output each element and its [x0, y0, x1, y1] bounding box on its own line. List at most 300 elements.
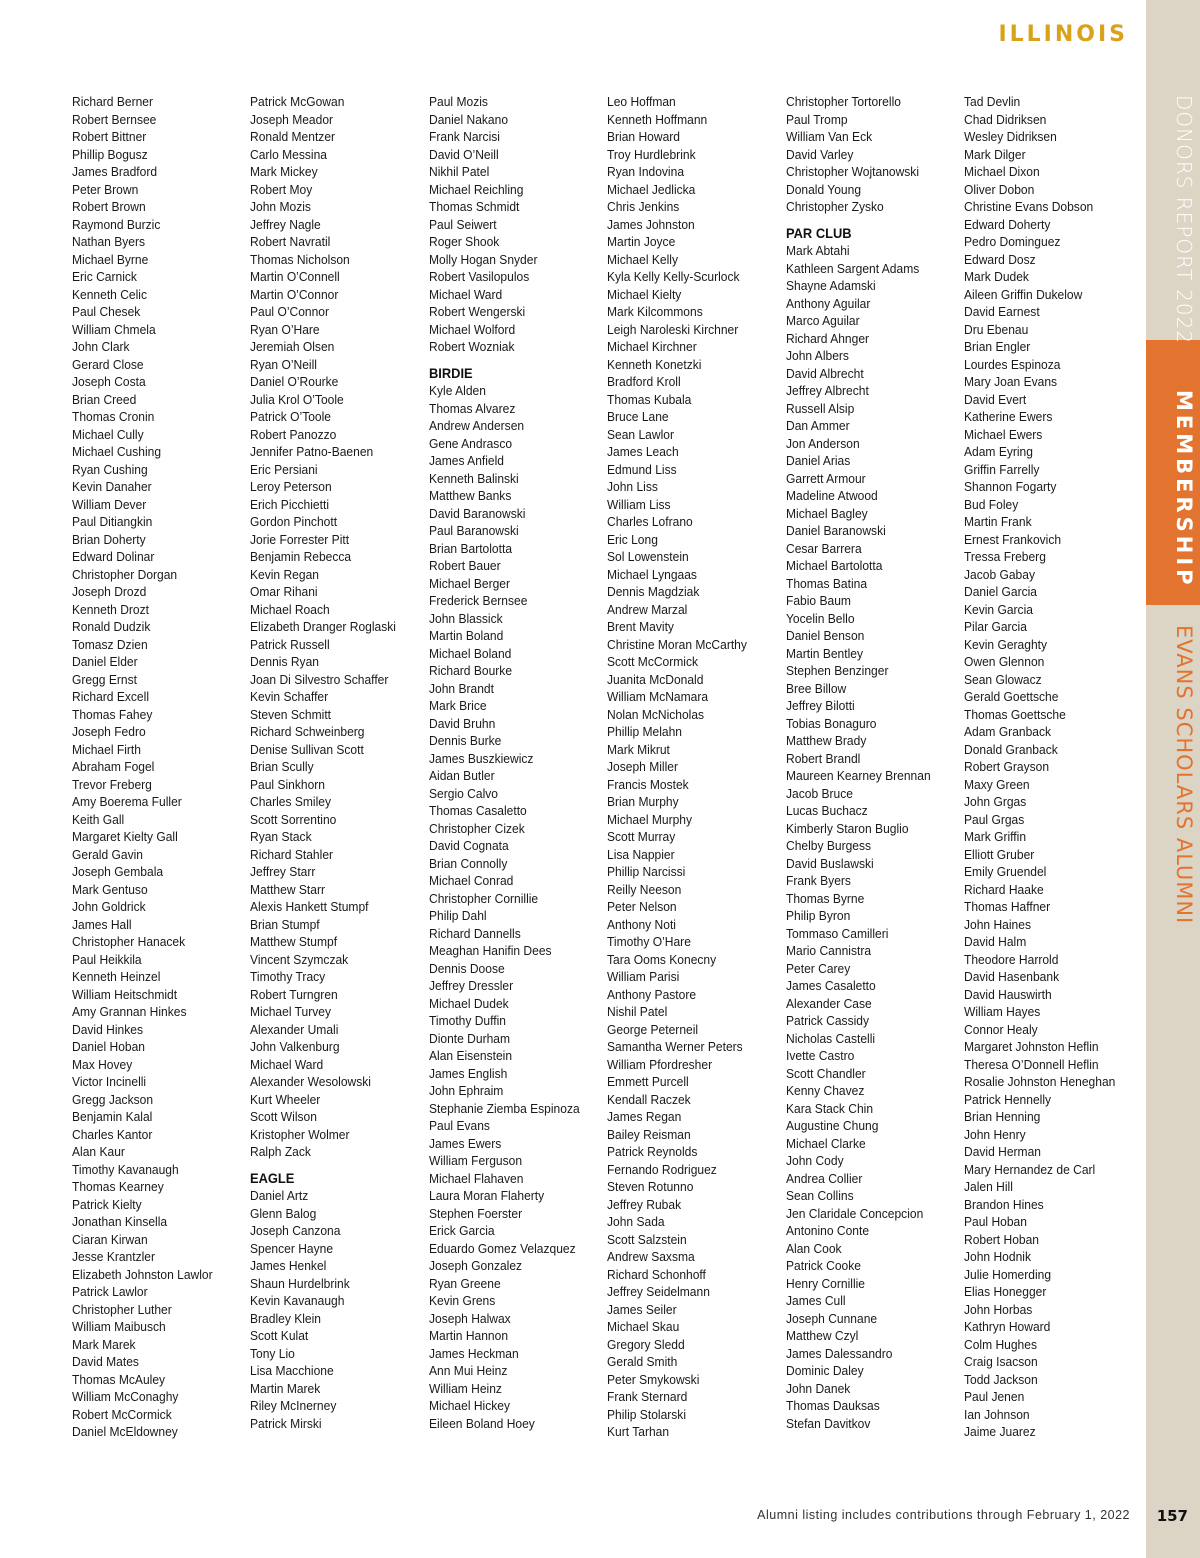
donor-name: Lucas Buchacz	[786, 803, 868, 818]
donor-name: Lisa Macchione	[250, 1363, 334, 1378]
donor-name: Shaun Hurdelbrink	[250, 1275, 350, 1291]
donor-name: Tara Ooms Konecny	[607, 951, 717, 967]
donor-name: William Hayes	[964, 1004, 1041, 1019]
donor-name: John Sada	[607, 1214, 665, 1229]
donor-name: Daniel Garcia	[964, 584, 1037, 599]
donor-name: Michael Reichling	[429, 181, 524, 197]
donor-name: Gregg Jackson	[72, 1091, 154, 1107]
donor-name: Scott Kulat	[250, 1328, 309, 1343]
donor-name: Andrew Saxsma	[607, 1249, 695, 1264]
donor-name: Michael Bartolotta	[786, 558, 883, 573]
donor-name: Mark Marek	[72, 1336, 136, 1352]
donor-name: Richard Stahler	[250, 846, 334, 862]
donor-name: Gerald Gavin	[72, 846, 143, 862]
donor-name: David Herman	[964, 1144, 1041, 1159]
donor-name: Steven Schmitt	[250, 706, 332, 722]
donor-name: Paul Jenen	[964, 1389, 1025, 1404]
donor-name: John Mozis	[250, 199, 311, 214]
donor-name: Sol Lowenstein	[607, 549, 689, 564]
donor-name: Julie Homerding	[964, 1266, 1052, 1282]
donor-name: Augustine Chung	[786, 1118, 879, 1133]
donor-name: Tomasz Dzien	[72, 636, 148, 652]
donor-name: Christopher Luther	[72, 1301, 172, 1317]
donor-name: Alexander Case	[786, 995, 872, 1011]
donor-name: Richard Schweinberg	[250, 724, 365, 739]
donor-name: Gene Andrasco	[429, 435, 513, 451]
donor-name: Maxy Green	[964, 776, 1030, 792]
donor-name: Thomas Casaletto	[429, 803, 527, 818]
donor-name: Timothy Tracy	[250, 969, 326, 984]
donor-name: Dennis Doose	[429, 960, 505, 976]
donor-name: Jalen Hill	[964, 1179, 1013, 1194]
donor-name: Philip Dahl	[429, 908, 487, 923]
donor-name: Mark Brice	[429, 698, 487, 713]
sidebar-membership: MEMBERSHIP	[1172, 390, 1196, 589]
donor-name: David Baranowski	[429, 505, 526, 521]
donor-name: James Hall	[72, 916, 132, 932]
donor-name: Dru Ebenau	[964, 321, 1029, 337]
donor-name: Kenneth Balinski	[429, 470, 519, 486]
donor-name: Pilar Garcia	[964, 619, 1027, 634]
donor-name: William Dever	[72, 496, 147, 512]
donor-name: Jesse Krantzler	[72, 1249, 156, 1264]
footer-note: Alumni listing includes contributions through February 1, 2022	[757, 1508, 1130, 1522]
donor-name: Elias Honegger	[964, 1284, 1047, 1299]
donor-name: Paul Seiwert	[429, 216, 497, 232]
donor-name: Paul Evans	[429, 1118, 490, 1133]
donor-name: Erich Picchietti	[250, 496, 330, 512]
donor-name: Patrick Mirski	[250, 1415, 322, 1431]
donor-name: Anthony Pastore	[607, 986, 697, 1002]
donor-name: Brian Scully	[250, 759, 314, 774]
donor-name: Mary Joan Evans	[964, 374, 1058, 389]
donor-name: Denise Sullivan Scott	[250, 741, 364, 757]
donor-name: Max Hovey	[72, 1056, 133, 1072]
donor-name: Edward Dolinar	[72, 549, 155, 564]
donor-name: Victor Incinelli	[72, 1074, 147, 1089]
donor-name: Theresa O’Donnell Heflin	[964, 1056, 1099, 1072]
donor-name: Brandon Hines	[964, 1196, 1044, 1212]
donor-name: Bailey Reisman	[607, 1126, 691, 1142]
donor-name: Jonathan Kinsella	[72, 1214, 168, 1229]
donor-name: John Hodnik	[964, 1249, 1031, 1264]
donor-name: Paul O’Connor	[250, 304, 330, 319]
donor-name: Jeffrey Seidelmann	[607, 1284, 710, 1299]
donor-name: Brian Murphy	[607, 794, 679, 809]
donor-name: Robert McCormick	[72, 1406, 172, 1422]
donor-name: Robert Bernsee	[72, 111, 157, 127]
donor-name: Chad Didriksen	[964, 111, 1047, 127]
donor-name: Joseph Cunnane	[786, 1310, 878, 1326]
donor-name: Stephanie Ziemba Espinoza	[429, 1100, 580, 1116]
donor-name: Dominic Daley	[786, 1363, 864, 1378]
donor-name: Nolan McNicholas	[607, 706, 705, 722]
donor-name: Brent Mavity	[607, 619, 674, 634]
donor-name: Riley McInerney	[250, 1398, 337, 1413]
donor-name: Reilly Neeson	[607, 881, 682, 897]
donor-name: Thomas Nicholson	[250, 251, 350, 267]
donor-name: Thomas McAuley	[72, 1371, 166, 1387]
donor-name: Yocelin Bello	[786, 610, 855, 626]
donor-name: John Liss	[607, 479, 658, 494]
donor-name: Philip Byron	[786, 908, 851, 923]
donor-name: James Johnston	[607, 216, 695, 232]
donor-name: John Valkenburg	[250, 1039, 340, 1054]
donor-name: Frederick Bernsee	[429, 593, 528, 608]
donor-name: Gregory Sledd	[607, 1336, 685, 1352]
donor-name: John Horbas	[964, 1301, 1033, 1317]
donor-name: Dennis Burke	[429, 733, 502, 748]
donor-name: Ryan O’Neill	[250, 356, 317, 372]
donor-name: Mark Griffin	[964, 829, 1027, 844]
donor-name: Molly Hogan Snyder	[429, 251, 538, 267]
donor-name: Anthony Noti	[607, 916, 676, 932]
donor-name: Troy Hurdlebrink	[607, 146, 696, 162]
donor-name: Alexander Wesolowski	[250, 1074, 371, 1089]
donor-name: James Ewers	[429, 1135, 502, 1151]
donor-name: Robert Wengerski	[429, 304, 526, 319]
donor-name: James Cull	[786, 1293, 846, 1308]
donor-name: Ian Johnson	[964, 1406, 1030, 1422]
donor-name: Patrick Russell	[250, 636, 330, 652]
donor-name: Connor Healy	[964, 1021, 1038, 1037]
donor-name: Lisa Nappier	[607, 846, 675, 862]
donor-name: Michael Byrne	[72, 251, 149, 267]
donor-name: Andrew Andersen	[429, 418, 525, 433]
donor-name: David Varley	[786, 146, 854, 162]
donor-name: Peter Nelson	[607, 899, 677, 914]
donor-name: David Hauswirth	[964, 986, 1052, 1002]
donor-name: Philip Stolarski	[607, 1406, 687, 1422]
donor-name: William Heitschmidt	[72, 986, 178, 1002]
donor-name: Raymond Burzic	[72, 216, 161, 232]
donor-name: Eduardo Gomez Velazquez	[429, 1240, 576, 1256]
donor-name: Scott Wilson	[250, 1109, 317, 1124]
donor-name: Michael Lyngaas	[607, 566, 697, 582]
donor-name: Kyla Kelly Kelly-Scurlock	[607, 269, 740, 284]
donor-name: Glenn Balog	[250, 1205, 317, 1221]
donor-name: Matthew Czyl	[786, 1328, 859, 1343]
donor-name: Tony Lio	[250, 1345, 295, 1361]
donor-name: Samantha Werner Peters	[607, 1039, 743, 1054]
donor-name: Michael Wolford	[429, 321, 516, 337]
donor-name: Paul Hoban	[964, 1214, 1027, 1229]
donor-name: Joan Di Silvestro Schaffer	[250, 671, 389, 687]
donor-name: Eric Carnick	[72, 269, 137, 284]
donor-name: Joseph Costa	[72, 374, 146, 389]
donor-name: Ryan Cushing	[72, 461, 148, 477]
donor-name: Donald Young	[786, 181, 862, 197]
donor-name: Ann Mui Heinz	[429, 1363, 508, 1378]
donor-name: Elizabeth Dranger Roglaski	[250, 619, 396, 634]
donor-name: Robert Navratil	[250, 234, 331, 249]
donor-name: Rosalie Johnston Heneghan	[964, 1074, 1116, 1089]
donor-name: Margaret Johnston Heflin	[964, 1039, 1099, 1054]
donor-name: David Halm	[964, 934, 1027, 949]
donor-name: Craig Isacson	[964, 1354, 1038, 1369]
donor-name: James Leach	[607, 444, 679, 459]
donor-name: Donald Granback	[964, 741, 1058, 757]
donor-name: Lourdes Espinoza	[964, 356, 1061, 372]
donor-name: Michael Conrad	[429, 873, 514, 888]
donor-name: Christopher Cizek	[429, 820, 525, 836]
donor-name: Ciaran Kirwan	[72, 1231, 148, 1247]
donor-name: Kara Stack Chin	[786, 1100, 874, 1116]
donor-name: Kenneth Drozt	[72, 601, 150, 617]
donor-name: Robert Turngren	[250, 986, 338, 1002]
donor-name: Sergio Calvo	[429, 785, 498, 801]
page-number: 157	[1156, 1507, 1188, 1525]
donor-name: James Heckman	[429, 1345, 519, 1361]
donor-name: Dan Ammer	[786, 418, 850, 433]
donor-name: Patrick Cooke	[786, 1258, 861, 1273]
donor-name: Joseph Canzona	[250, 1223, 341, 1238]
donor-name: Paul Chesek	[72, 304, 141, 319]
donor-name: Chelby Burgess	[786, 838, 872, 853]
donor-name: Brian Doherty	[72, 531, 146, 547]
donor-name: Jorie Forrester Pitt	[250, 531, 350, 547]
donor-name: Timothy Kavanaugh	[72, 1161, 179, 1177]
donor-name: Peter Carey	[786, 960, 851, 976]
donor-name: Aidan Butler	[429, 768, 495, 783]
donor-name: Michael Hickey	[429, 1398, 511, 1413]
donor-name: Patrick Hennelly	[964, 1091, 1052, 1107]
donor-name: Scott Chandler	[786, 1065, 866, 1081]
donor-name: Patrick O’Toole	[250, 409, 332, 424]
donor-name: Martin Hannon	[429, 1328, 509, 1343]
donor-name: Jeffrey Bilotti	[786, 698, 855, 713]
donor-name: Martin Frank	[964, 514, 1032, 529]
donor-name: Michael Bagley	[786, 505, 868, 521]
donor-name: Margaret Kielty Gall	[72, 829, 178, 844]
donor-name: Frank Byers	[786, 873, 851, 888]
donor-name: Michael Cushing	[72, 444, 162, 459]
donor-name: Vincent Szymczak	[250, 951, 349, 967]
donor-name: Ronald Mentzer	[250, 129, 336, 144]
donor-name: Jaime Juarez	[964, 1424, 1036, 1439]
donor-name: Robert Bittner	[72, 129, 147, 144]
donor-name: Matthew Stumpf	[250, 934, 338, 949]
donor-name: Thomas Haffner	[964, 899, 1051, 914]
donor-name: Carlo Messina	[250, 146, 327, 162]
donor-name: Patrick Lawlor	[72, 1284, 148, 1299]
donor-name: Kevin Grens	[429, 1293, 496, 1308]
donor-column-4	[607, 93, 773, 1441]
donor-name: James Anfield	[429, 453, 505, 468]
section-heading: EAGLE	[250, 1169, 295, 1186]
donor-name: David Cognata	[429, 838, 509, 853]
section-heading: BIRDIE	[429, 364, 473, 381]
donor-name: Steven Rotunno	[607, 1179, 694, 1194]
donor-name: Joseph Drozd	[72, 584, 147, 599]
donor-name: Daniel McEldowney	[72, 1424, 178, 1439]
donor-name: Francis Mostek	[607, 776, 689, 792]
donor-name: Michael Turvey	[250, 1004, 332, 1019]
donor-name: Paul Grgas	[964, 811, 1025, 827]
donor-name: Theodore Harrold	[964, 951, 1059, 967]
donor-name: Daniel Benson	[786, 628, 865, 643]
donor-name: Jon Anderson	[786, 435, 860, 451]
donor-name: Edmund Liss	[607, 461, 677, 477]
donor-name: Daniel Baranowski	[786, 523, 886, 538]
donor-name: John Danek	[786, 1380, 851, 1396]
donor-name: Gordon Pinchott	[250, 514, 338, 529]
donor-name: Christopher Hanacek	[72, 934, 186, 949]
donor-name: Michael Jedlicka	[607, 181, 696, 197]
donor-name: Ralph Zack	[250, 1144, 311, 1159]
donor-name: Owen Glennon	[964, 654, 1045, 669]
donor-name: Thomas Batina	[786, 575, 868, 591]
donor-name: Leroy Peterson	[250, 479, 332, 494]
donor-name: Tobias Bonaguro	[786, 715, 877, 731]
donor-name: Martin Marek	[250, 1380, 321, 1396]
donor-name: Ronald Dudzik	[72, 619, 151, 634]
donor-name: Joseph Gembala	[72, 864, 164, 879]
donor-name: Nicholas Castelli	[786, 1030, 876, 1046]
donor-name: Richard Ahnger	[786, 330, 870, 346]
donor-name: Richard Schonhoff	[607, 1266, 706, 1282]
donor-name: Keith Gall	[72, 811, 125, 827]
donor-name: David Bruhn	[429, 715, 496, 731]
donor-name: Christine Evans Dobson	[964, 199, 1094, 214]
donor-name: David Buslawski	[786, 855, 874, 871]
donor-name: James Regan	[607, 1109, 682, 1124]
donor-name: Alan Cook	[786, 1240, 842, 1256]
donor-name: Kevin Geraghty	[964, 636, 1048, 652]
donor-name: Mark Dudek	[964, 269, 1029, 284]
donor-name: Kurt Tarhan	[607, 1424, 670, 1439]
donor-name: Brian Henning	[964, 1109, 1041, 1124]
donor-name: Daniel Nakano	[429, 111, 509, 127]
donor-name: John Goldrick	[72, 899, 146, 914]
donor-name: Mark Abtahi	[786, 243, 850, 258]
donor-name: Mark Gentuso	[72, 881, 148, 897]
donor-name: Christopher Zysko	[786, 199, 884, 214]
donor-name: Daniel Arias	[786, 453, 851, 468]
donor-name: Michael Ward	[429, 286, 503, 302]
donor-name: Bradley Klein	[250, 1310, 321, 1326]
donor-name: Kevin Schaffer	[250, 689, 329, 704]
donor-name: Matthew Starr	[250, 881, 325, 897]
donor-name: Amy Grannan Hinkes	[72, 1004, 187, 1019]
donor-name: Kenneth Heinzel	[72, 969, 161, 984]
donor-name: Emmett Purcell	[607, 1074, 689, 1089]
donor-name: Stephen Foerster	[429, 1205, 523, 1221]
donor-name: Michael Firth	[72, 741, 141, 757]
donor-name: Charles Kantor	[72, 1126, 153, 1142]
donor-name: Wesley Didriksen	[964, 129, 1057, 144]
donor-name: Robert Wozniak	[429, 339, 515, 354]
donor-name: Katherine Ewers	[964, 409, 1053, 424]
donor-name: Kenny Chavez	[786, 1083, 865, 1098]
donor-column-5	[786, 93, 952, 1432]
donor-name: Martin Joyce	[607, 234, 676, 249]
donor-name: William Chmela	[72, 321, 156, 337]
donor-name: Eric Persiani	[250, 461, 318, 477]
donor-name: Dionte Durham	[429, 1030, 511, 1046]
donor-name: Frank Sternard	[607, 1389, 688, 1404]
donor-name: Robert Grayson	[964, 759, 1050, 774]
sidebar-evans-scholars: EVANS SCHOLARS ALUMNI	[1172, 625, 1196, 925]
donor-name: Patrick McGowan	[250, 94, 345, 109]
donor-name: Charles Lofrano	[607, 514, 693, 529]
donor-name: David Hinkes	[72, 1021, 143, 1037]
donor-name: John Blassick	[429, 610, 503, 626]
donor-name: Bud Foley	[964, 496, 1019, 512]
donor-name: Joseph Miller	[607, 759, 678, 774]
donor-name: Trevor Freberg	[72, 776, 152, 792]
donor-name: David Evert	[964, 391, 1027, 407]
state-heading: ILLINOIS	[998, 22, 1128, 47]
donor-name: Fernando Rodriguez	[607, 1161, 717, 1177]
sidebar-donors-report: DONORS REPORT 2022	[1172, 95, 1196, 345]
donor-name: Phillip Melahn	[607, 724, 683, 739]
donor-name: Mark Dilger	[964, 146, 1026, 162]
donor-name: Gerald Goettsche	[964, 689, 1059, 704]
donor-name: Brian Creed	[72, 391, 137, 407]
donor-name: Kenneth Celic	[72, 286, 148, 302]
donor-name: Ryan Indovina	[607, 164, 685, 179]
donor-name: James Dalessandro	[786, 1345, 893, 1361]
donor-name: Mario Cannistra	[786, 943, 872, 958]
donor-name: Scott McCormick	[607, 654, 699, 669]
donor-name: Tommaso Camilleri	[786, 925, 889, 941]
donor-column-6	[964, 93, 1130, 1441]
donor-name: Bree Billow	[786, 680, 847, 696]
donor-name: Mark Mikrut	[607, 741, 670, 757]
donor-name: Gerard Close	[72, 356, 144, 372]
donor-name: Christopher Tortorello	[786, 94, 901, 109]
donor-name: Frank Narcisi	[429, 129, 500, 144]
donor-name: Alexander Umali	[250, 1021, 339, 1037]
donor-name: Richard Berner	[72, 94, 154, 109]
donor-name: Thomas Kubala	[607, 391, 692, 407]
donor-name: Jeffrey Albrecht	[786, 383, 869, 398]
donor-name: John Albers	[786, 348, 849, 363]
donor-name: Thomas Schmidt	[429, 199, 520, 214]
donor-name: Jacob Gabay	[964, 566, 1035, 582]
donor-name: Alan Kaur	[72, 1144, 125, 1159]
donor-name: Marco Aguilar	[786, 313, 860, 328]
donor-name: Michael Flahaven	[429, 1170, 524, 1186]
donor-name: Gerald Smith	[607, 1354, 678, 1369]
donor-name: Madeline Atwood	[786, 488, 878, 503]
donor-name: Anthony Aguilar	[786, 295, 871, 311]
donor-name: Shannon Fogarty	[964, 479, 1057, 494]
donor-name: Juanita McDonald	[607, 671, 704, 687]
donor-name: Paul Sinkhorn	[250, 776, 326, 792]
donor-name: David Hasenbank	[964, 969, 1060, 984]
donor-name: Christopher Dorgan	[72, 566, 178, 582]
donor-name: Leigh Naroleski Kirchner	[607, 321, 739, 337]
donor-name: Antonino Conte	[786, 1223, 870, 1238]
donor-name: Peter Smykowski	[607, 1371, 700, 1387]
donor-name: Michael Skau	[607, 1319, 680, 1334]
donor-name: Stefan Davitkov	[786, 1415, 871, 1431]
donor-name: Richard Excell	[72, 689, 149, 704]
donor-name: Michael Cully	[72, 426, 144, 442]
donor-name: Edward Doherty	[964, 216, 1051, 232]
donor-name: John Grgas	[964, 794, 1027, 809]
donor-name: Julia Krol O’Toole	[250, 391, 344, 407]
donor-name: Ernest Frankovich	[964, 531, 1062, 547]
donor-name: Kevin Garcia	[964, 601, 1033, 617]
donor-name: Sean Lawlor	[607, 426, 674, 442]
donor-name: Robert Vasilopulos	[429, 269, 530, 284]
donor-name: Eric Long	[607, 531, 658, 547]
donor-name: Martin Bentley	[786, 645, 864, 661]
donor-name: Jen Claridale Concepcion	[786, 1205, 924, 1221]
